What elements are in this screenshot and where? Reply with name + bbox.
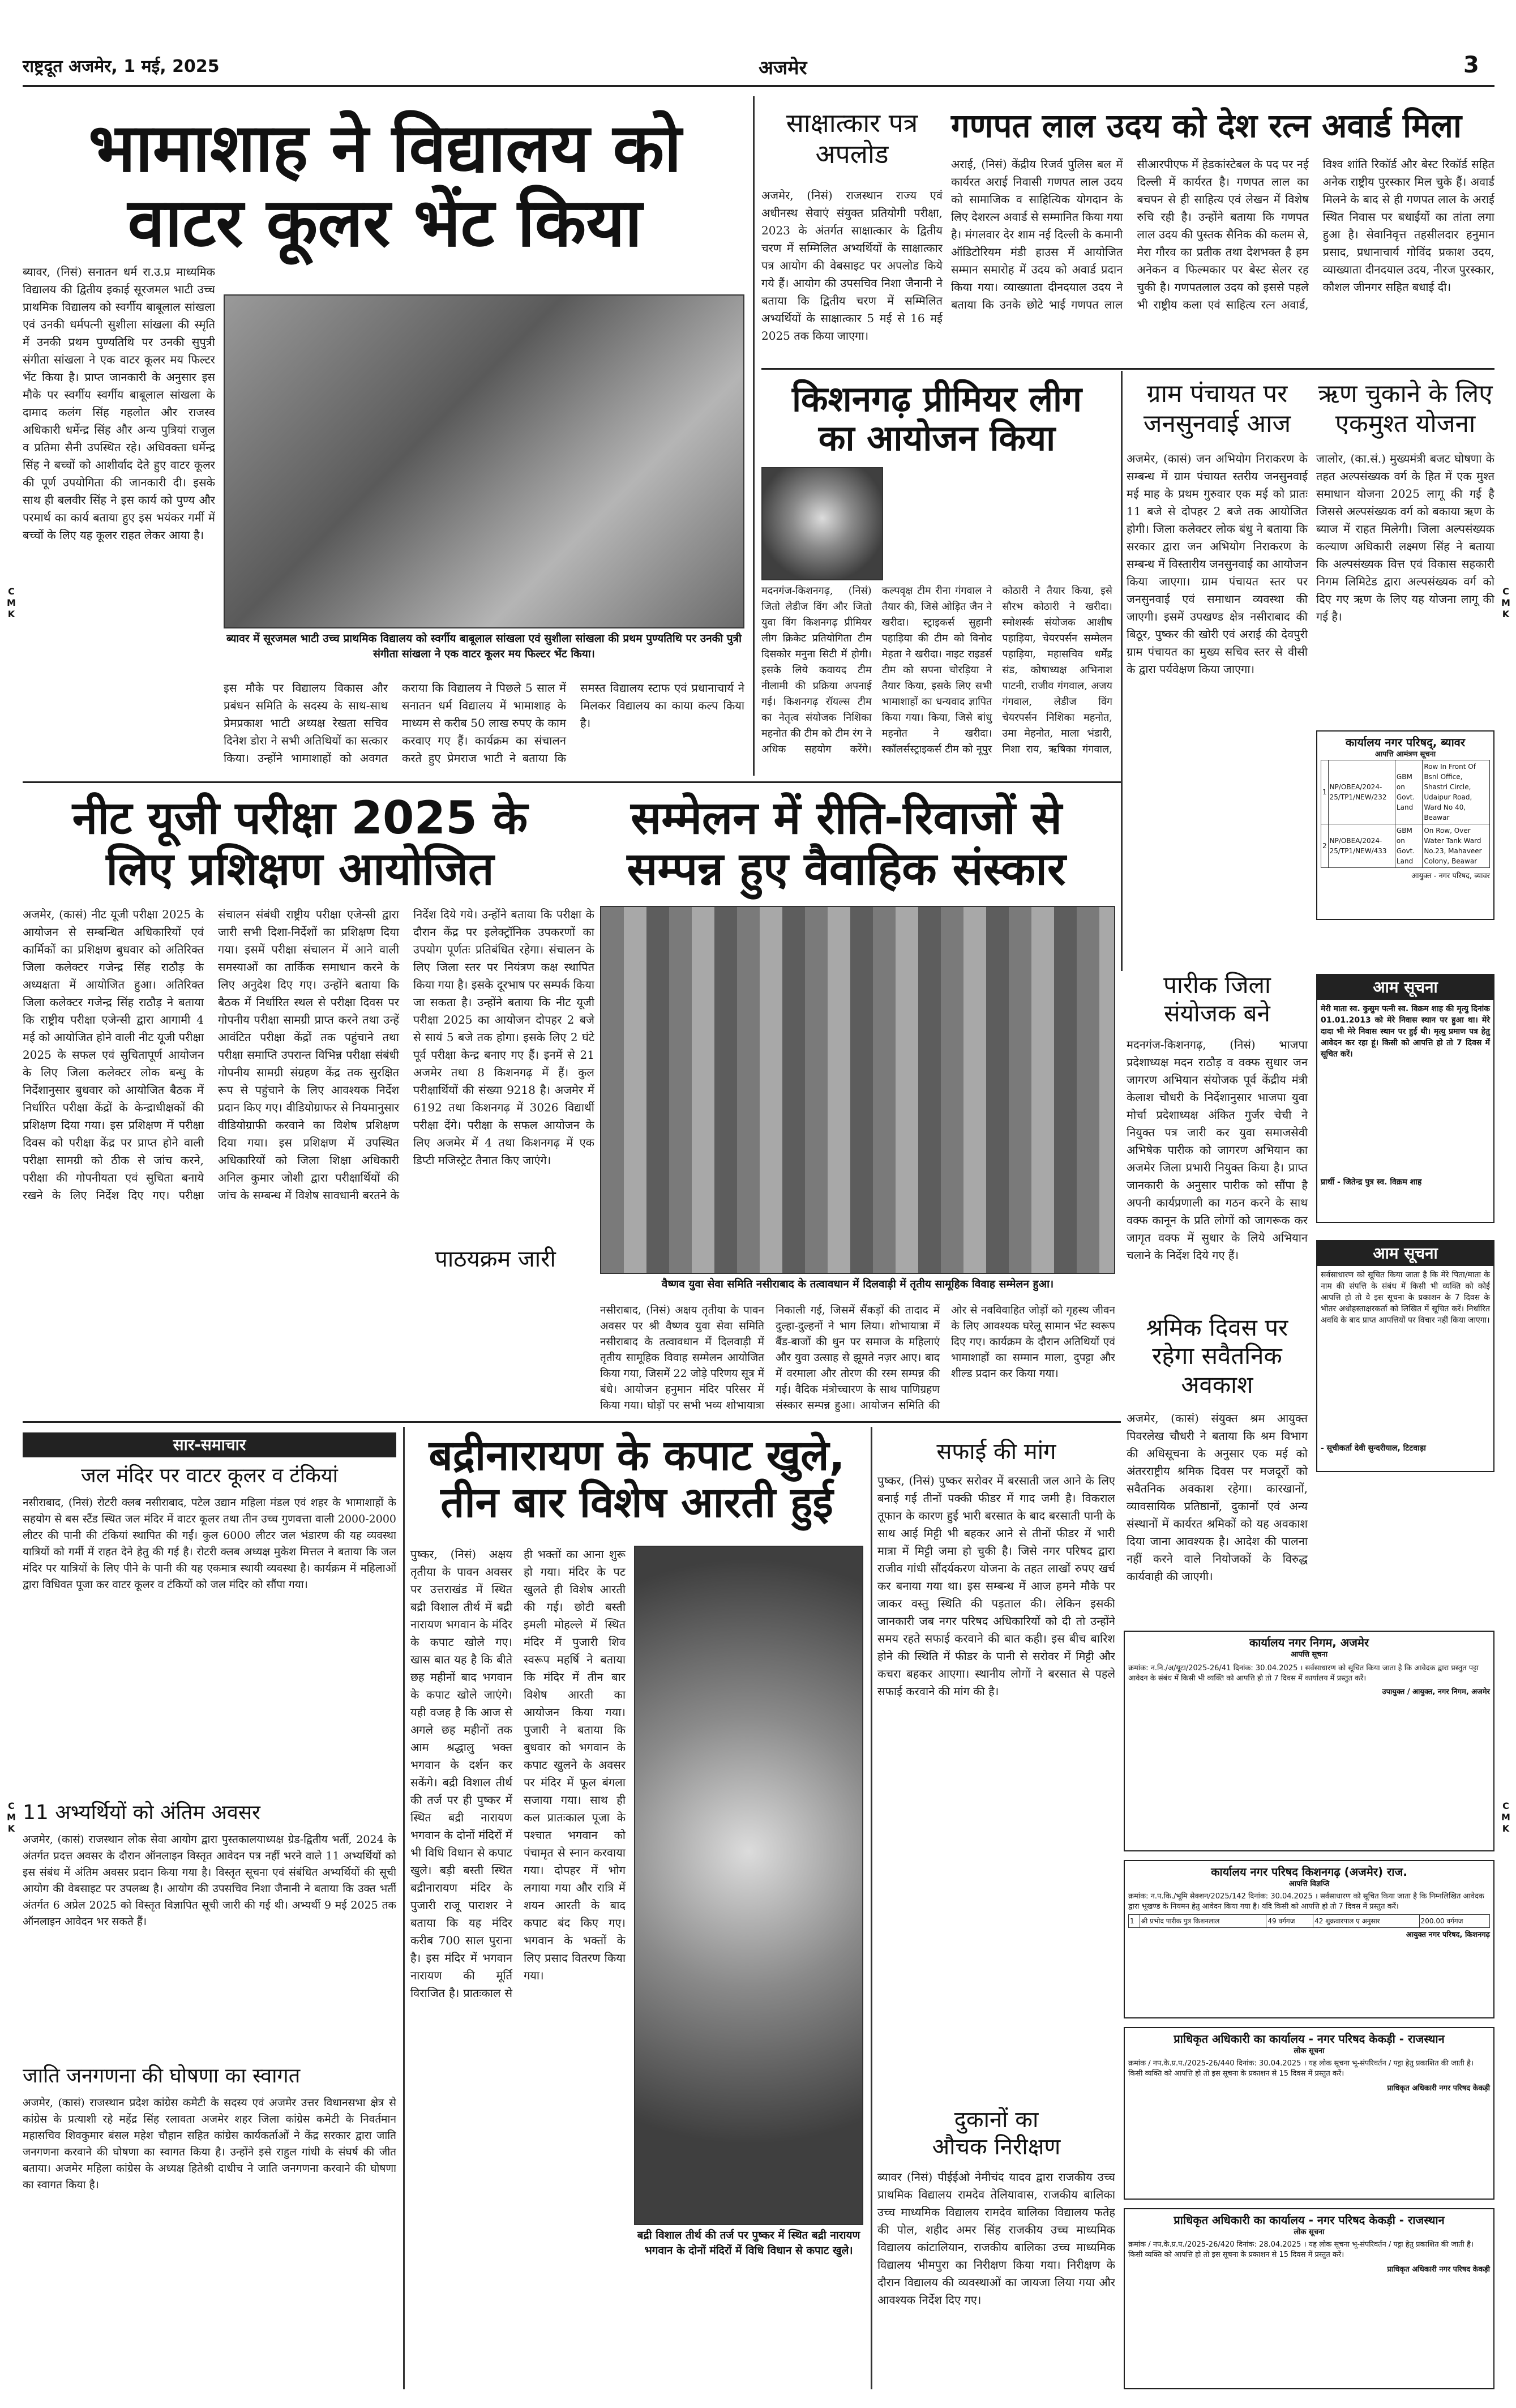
notice2-text: मेरी माता स्व. कुसुम पत्नी स्व. विक्रम शाह की मृत्यु दिनांक 01.01.2013 को मेरे निवास स्थान पर हुआ था। मेरे दादा भी मेरे निवास स्थान पर हुई थी। मृत्यु प्रमाण पत्र हेतु आवेदन कर रहा हूं। किसी को आपत्ति हो तो 7 दिवस में सूचित करें। [1321, 1004, 1490, 1059]
divider-v3 [403, 1427, 405, 2389]
story2-headline: साक्षात्कार पत्र अपलोड [786, 108, 918, 170]
story1-caption: ब्यावर में सूरजमल भाटी उच्च प्राथमिक विद्यालय को स्वर्गीय बाबूलाल सांखला एवं सुशीला सांखला की प्रथम पुण्यतिथि पर उनकी पुत्री संगीता सांखला ने एक वाटर कूलर मय फिल्टर भेंट किया। [226, 632, 742, 660]
notice7-org: प्राधिकृत अधिकारी का कार्यालय - नगर परिषद केकड़ी - राजस्थान [1174, 2213, 1445, 2227]
story14-headline: दुकानों का औचक निरीक्षण [932, 2107, 1061, 2160]
notice5-table: 1 श्री प्रभोद पारीक पुत्र किशनलाल 49 वर्गगज 42 शुक्रवारपाल ए अनुसार 200.00 वर्गगज [1128, 1914, 1490, 1928]
story8-caption: वैष्णव युवा सेवा समिति नसीराबाद के तत्वावधान में दिलवाड़ी में तृतीय सामूहिक विवाह सम्मेलन हुआ। [661, 1278, 1054, 1290]
story11-headline: श्रमिक दिवस पर रहेगा सवैतनिक अवकाश [1146, 1314, 1288, 1398]
notice5-sign: आयुक्त नगर परिषद, किशनगढ़ [1406, 1931, 1490, 1939]
notice6-org: प्राधिकृत अधिकारी का कार्यालय - नगर परिषद केकड़ी - राजस्थान [1174, 2032, 1445, 2046]
notice3-box [1316, 1240, 1494, 1472]
masthead-rule [23, 85, 1494, 87]
story9-headline: पारीक जिला संयोजक बने [1163, 971, 1271, 1028]
masthead-city: अजमेर [759, 57, 807, 79]
story3-headline: गणपत लाल उदय को देश रत्न अवार्ड मिला [951, 106, 1462, 145]
story4-photo [761, 467, 883, 580]
story6-body: जालोर, (का.सं.) मुख्यमंत्री बजट घोषणा के तहत अल्पसंख्यक वर्ग के हित में एक मुश्त समाधान योजना 2025 लागू की गई है जिससे अल्पसंख्यक वर्ग को बकाया ऋण के ब्याज में राहत मिलेगी। जिला अल्पसंख्यक कल्याण अधिकारी लक्ष्मण सिंह ने बताया कि अल्पसंख्यक वित्त एवं विकास सहकारी निगम लिमिटेड द्वारा अल्पसंख्यक वर्ग को दिए गए ऋण के लिए यह योजना लागू की गई है। [1316, 452, 1494, 623]
notice7-box [1124, 2208, 1494, 2389]
story1-headline: भामाशाह ने विद्यालय को वाटर कूलर भेंट किया [88, 109, 682, 262]
notice4-title: आपत्ति सूचना [1290, 1650, 1328, 1659]
divider-h3 [23, 1421, 1121, 1423]
divider-v4 [871, 1427, 872, 2389]
story12-caption: बद्री विशाल तीर्थ की तर्ज पर पुष्कर में स्थित बद्री नारायण भगवान के दोनों मंदिरों में विधि विधान से कपाट खुले। [637, 2229, 860, 2257]
samachar-t2: अजमेर, (कासं) राजस्थान लोक सेवा आयोग द्वारा पुस्तकालयाध्यक्ष ग्रेड-द्वितीय भर्ती, 2024 के अंतर्गत प्रदत्त अवसर के दौरान ऑनलाइन विस्तृत आवेदन पत्र नहीं भरने वाले 11 अभ्यर्थियों को इस संबंध में अंतिम अवसर प्रदान किया गया है। विस्तृत सूचना एवं संबंधित अभ्यर्थियों की सूची आयोग की वेबसाइट पर उपलब्ध है। आयोग की उपसचिव निशा जैनानी ने बताया कि उक्त भर्ती अंतर्गत 6 अप्रेल 2025 को विस्तृत विज्ञापित सूची जारी की गई थी। अभ्यर्थी 9 मई 2025 तक ऑनलाइन आवेदन भर सकते हैं। [23, 1833, 396, 1928]
story3-body: अराई, (निसं) केंद्रीय रिजर्व पुलिस बल में कार्यरत अराई निवासी गणपत लाल उदय को सामाजिक व साहित्यिक योगदान के लिए देशरत्न अवार्ड से सम्मानित किया गया है। मंगलवार देर शाम नई दिल्ली के कमानी ऑडिटोरियम मंडी हाउस में आयोजित सम्मान समारोह में उदय को अवार्ड प्रदान किया गया। व्याख्याता दीनदयाल उदय ने बताया कि उनके छोटे भाई गणपत लाल सीआरपीएफ में हेडकांस्टेबल के पद पर नई दिल्ली में कार्यरत है। गणपत लाल का बचपन से ही साहित्य एवं लेखन में विशेष रुचि रही है। उन्होंने बताया कि गणपत लाल उदय की पुस्तक सैनिक की कलम से, मेरा गौरव का प्रतीक तथा देशभक्त है हम अनेकन व फिल्मकार पर बेस्ट सेलर रह चुकी है। गणपतलाल उदय को इससे पहले भी राष्ट्रीय कला एवं साहित्य रत्न अवार्ड, विश्व शांति रिकॉर्ड और बेस्ट रिकॉर्ड सहित अनेक राष्ट्रीय पुरस्कार मिल चुके हैं। अवार्ड मिलने के बाद से ही गणपत लाल के अराई स्थित निवास पर बधाईयों का तांता लगा हुआ है। सेवानिवृत्त तहसीलदार हनुमान प्रसाद, प्रधानाचार्य गोविंद प्रकाश उदय, व्याख्याता दीनदयाल उदय, नीरज पुरस्कार, कौशल जीनगर सहित बधाई दी। [951, 157, 1494, 311]
samachar-t1: नसीराबाद, (निसं) रोटरी क्लब नसीराबाद, पटेल उद्यान महिला मंडल एवं शहर के भामाशाहों के सहयोग से बस स्टैंड स्थित जल मंदिर में वाटर कूलर तथा तीन उच्च गुणवत्ता वाली 2000-2000 लीटर की पानी की टंकियां स्थापित की गईं। कुल 6000 लीटर जल भंडारण की यह व्यवस्था यात्रियों को गर्मी में राहत देने हेतु की गई है। रोटरी क्लब अध्यक्ष मुकेश मित्तल ने बताया कि जल मंदिर पर यात्रियों के लिए पीने के पानी की यह एकमात्र स्थायी व्यवस्था है। कार्यक्रम में महिलाओं द्वारा विधिवत पूजा कर वाटर कूलर व टंकियों को जल मंदिर को सौंपा गया। [23, 1496, 396, 1591]
story1-body: इस मौके पर विद्यालय विकास और प्रबंधन समिति के सदस्य के साथ-साथ प्रेमप्रकाश भाटी अध्यक्ष रेखता सचिव दिनेश डोरा ने सभी अतिथियों का सत्कार किया। उन्होंने भामाशाहों को अवगत कराया कि विद्यालय ने पिछले 5 साल में सनातन धर्म विद्यालय में भामाशाह के माध्यम से करीब 50 लाख रुपए के काम करवाए गए हैं। कार्यक्रम का संचालन करते हुए प्रेमराज भाटी ने बताया कि समस्त विद्यालय स्टाफ एवं प्रधानाचार्य ने मिलकर विद्यालय का काया कल्प किया है। [224, 681, 744, 765]
page-number: 3 [1463, 52, 1479, 78]
story13-headline: सफाई की मांग [936, 1439, 1056, 1465]
story11-body: अजमेर, (कासं) संयुक्त श्रम आयुक्त पिवरलेख चौधरी ने बताया कि श्रम विभाग की अधिसूचना के अनुसार एक मई को अंतरराष्ट्रीय श्रमिक दिवस पर मजदूरों को सवैतनिक अवकाश रहेगा। कारखानों, व्यावसायिक प्रतिष्ठानों, दुकानों एवं अन्य संस्थानों में कार्यरत श्रमिकों को यह अवकाश दिया जाना आवश्यक है। आदेश की पालना नहीं करने वाले नियोजकों के विरुद्ध कार्यवाही की जाएगी। [1127, 1412, 1308, 1583]
divider-h2 [23, 781, 1121, 783]
story14-body: ब्यावर (निसं) पीईईओ नेमीचंद यादव द्वारा राजकीय उच्च प्राथमिक विद्यालय रामदेव तेलियावास, राजकीय बालिका उच्च माध्यमिक विद्यालय रामदेव बालिका विद्यालय फतेह की पोल, शहीद अमर सिंह राजकीय उच्च माध्यमिक विद्यालय कांटालियान, राजकीय बालिका उच्च माध्यमिक विद्यालय भीमपुरा का निरीक्षण किया गया। निरीक्षण के दौरान विद्यालय की व्यवस्थाओं का जायजा लिया गया और आवश्यक निर्देश दिए गए। [877, 2170, 1115, 2307]
divider-h1 [761, 368, 1494, 370]
notice2-sign: प्रार्थी - जितेन्द्र पुत्र स्व. विक्रम शाह [1321, 1178, 1422, 1187]
story4-body: मदनगंज-किशनगढ़, (निसं) जितो लेडीज विंग और जितो युवा विंग किशनगढ़ प्रीमियर लीग क्रिकेट प्रतियोगिता टीम दिसकोर मनुना सिटी में होगी। इसके लिये कवायद टीम नीलामी की प्रक्रिया अपनाई गई। किशनगढ़ रॉयल्स टीम का नेतृत्व संयोजक निशिका महनोत की टीम को टीम रंग ने अधिक सहयोग करेंगे। कल्पवृक्ष टीम रीना गंगवाल ने तैयार की, जिसे ओड़ित जैन ने खरीदा। स्ट्राइकर्स सुहानी पहाड़िया की टीम को विनोद मेहता ने खरीदा। नाइट राइडर्स टीम को सपना चोरड़िया ने तैयार किया, इसके लिए सभी भामाशाहों का धन्यवाद ज्ञापित किया गया। किया, जिसे बांधु महनोत ने खरीदा। स्कॉलर्सस्ट्राइकर्स टीम को नूपुर कोठारी ने तैयार किया, इसे सौरभ कोठारी ने खरीदा। स्मोशर्स्क संयोजक आशीष पहाड़िया, चेयरपर्सन सम्मेलन पहाड़िया, महासचिव धर्मेंद्र संड, कोषाध्यक्ष अभिनाश पाटनी, राजीव गंगवाल, अजय गंगवाल, लेडीज विंग चेयरपर्सन निशिका महनोत, उमा मेहनोत, माला भंडारी, निशा राय, ऋषिका गंगवाल, [761, 585, 1112, 755]
story12-headline: बद्रीनारायण के कपाट खुले, तीन बार विशेष आरती हुई [429, 1431, 845, 1527]
notice6-text: क्रमांक / नप.के.प्र.प./2025-26/440 दिनांक: 30.04.2025 । यह लोक सूचना भू-संपरिवर्तन / पट्टा हेतु प्रकाशित की जाती है। किसी व्यक्ति को आपत्ति हो तो इस सूचना के प्रकाशन से 15 दिवस में प्रस्तुत करें। [1128, 2059, 1474, 2078]
story1-photo [224, 294, 744, 628]
samachar-bar: सार-समाचार [23, 1432, 396, 1457]
samachar-h2: 11 अभ्यर्थियों को अंतिम अवसर [23, 1801, 260, 1824]
notice3-sign: - सूचीकर्ता देवी सुन्दरीयाल, टिटवाड़ा [1321, 1444, 1426, 1453]
notice2-box [1316, 974, 1494, 1223]
story8-photo [600, 906, 1115, 1274]
notice3-text: सर्वसाधारण को सूचित किया जाता है कि मेरे पिता/माता के नाम की संपत्ति के संबंध में किसी भी व्यक्ति को कोई आपत्ति हो तो वे इस सूचना के प्रकाशन के 7 दिवस के भीतर अधोहस्ताक्षरकर्ता को लिखित में सूचित करें। निर्धारित अवधि के बाद प्राप्त आपत्तियों पर विचार नहीं किया जाएगा। [1321, 1271, 1490, 1325]
story5-headline: ग्राम पंचायत पर जनसुनवाई आज [1143, 379, 1291, 438]
notice5-text: क्रमांक: न.प.कि./भूमि सेक्शन/2025/142 दिनांक: 30.04.2025 । सर्वसाधारण को सूचित किया जाता है कि निम्नलिखित आवेदक द्वारा भूखण्ड के नियमन हेतु आवेदन किया गया है। यदि किसी को आपत्ति हो तो 7 दिवस में प्रस्तुत करें। [1128, 1892, 1484, 1911]
notice6-title: लोक सूचना [1294, 2047, 1325, 2055]
margin-mark-left: C M K [7, 586, 16, 619]
divider-v1 [753, 96, 755, 776]
notice7-title: लोक सूचना [1294, 2228, 1325, 2236]
samachar-h1: जल मंदिर पर वाटर कूलर व टंकियां [81, 1464, 338, 1487]
story6-headline: ऋण चुकाने के लिए एकमुश्त योजना [1318, 379, 1493, 438]
margin-mark-left-2: C M K [7, 1800, 16, 1834]
story7-headline: नीट यूजी परीक्षा 2025 के लिए प्रशिक्षण आयोजित [72, 792, 528, 895]
story12-body: पुष्कर, (निसं) अक्षय तृतीया के पावन अवसर पर उत्तराखंड में स्थित बद्री विशाल तीर्थ में बद्री नारायण भगवान के मंदिर के कपाट खोले गए। खास बात यह है कि बीते छह महीनों बाद भगवान के कपाट खोले जाएंगे। यही वजह है कि आज से अगले छह महीनों तक आम श्रद्धालु भक्त भगवान के दर्शन कर सकेंगे। बद्री विशाल तीर्थ की तर्ज पर ही पुष्कर में स्थित बद्री नारायण भगवान के दोनों मंदिरों में भी विधि विधान से कपाट खुले। बड़ी बस्ती स्थित बद्रीनारायण मंदिर के पुजारी राजू पाराशर ने बताया कि यह मंदिर करीब 700 साल पुराना है। इस मंदिर में भगवान नारायण की मूर्ति विराजित है। प्रातःकाल से ही भक्तों का आना शुरू हो गया। मंदिर के पट खुलते ही विशेष आरती की गई। छोटी बस्ती इमली मोहल्ले में स्थित मंदिर में पुजारी शिव स्वरूप महर्षि ने बताया कि मंदिर में तीन बार विशेष आरती का आयोजन किया गया। पुजारी ने बताया कि बुधवार को भगवान के कपाट खुलने के अवसर पर मंदिर में फूल बंगला सजाया गया। साथ ही कल प्रातःकाल पूजा के पश्चात भगवान को पंचामृत से स्नान करवाया गया। दोपहर में भोग लगाया गया और रात्रि में शयन आरती के बाद कपाट बंद किए गए। भगवान के भक्तों के लिए प्रसाद वितरण किया गया। [410, 1547, 626, 2000]
notice2-title: आम सूचना [1317, 975, 1493, 1000]
notice4-box [1124, 1631, 1494, 1851]
notice4-org: कार्यालय नगर निगम, अजमेर [1249, 1636, 1369, 1649]
notice6-box [1124, 2027, 1494, 2200]
story8-headline: सम्मेलन में रीति-रिवाजों से सम्पन्न हुए वैवाहिक संस्कार [627, 792, 1066, 895]
story1-intro: ब्यावर, (निसं) सनातन धर्म रा.उ.प्र माध्यमिक विद्यालय की द्वितीय इकाई सूरजमल भाटी उच्च प्राथमिक विद्यालय को स्वर्गीय बाबूलाल सांखला एवं उनकी धर्मपत्नी सुशीला सांखला की स्मृति में उनकी प्रथम पुण्यतिथि पर उनकी सुपुत्री संगीता सांखला ने एक वाटर कूलर मय फिल्टर भेंट किया है। प्राप्त जानकारी के अनुसार इस मौके पर स्वर्गीय स्वर्गीय बाबूलाल सांखला के दामाद कलंग सिंह गहलोत और राजस्व अधिकारी धर्मेन्द्र सिंह और अन्य पुत्रियां राजुल व प्रतिमा सैनी उपस्थित रहे। अधिवक्ता धर्मेन्द्र सिंह ने बच्चों को आशीर्वाद देते हुए वाटर कूलर की पूर्ण उपयोगिता की जानकारी दी। इसके साथ ही बलवीर सिंह ने इस कार्य को पुण्य और परमार्थ का कार्य बताया हुए इस भयंकर गर्मी में बच्चों के लिए यह कूलर राहत लेकर आया है। [23, 265, 215, 542]
story2-body: अजमेर, (निसं) राजस्थान राज्य एवं अधीनस्थ सेवाएं संयुक्त प्रतियोगी परीक्षा, 2023 के अंतर्गत साक्षात्कार के द्वितीय चरण में सम्मिलित अभ्यर्थियों के साक्षात्कार पत्र आयोग की वेबसाइट पर अपलोड किये गये हैं। आयोग की उपसचिव निशा जैनानी ने बताया कि द्वितीय चरण में सम्मिलित अभ्यर्थियों के साक्षात्कार 5 मई से 16 मई 2025 तक किया जाएगा। [761, 189, 943, 343]
notice1-table: 1 NP/OBEA/2024-25/TP1/NEW/232 GBM on Govt. Land Row In Front Of Bsnl Office, Shastri Circle, Udaipur Road, Ward No 40, Beawar 2 NP/OBEA/2024-25/TP1/NEW/433 GBM on Govt. Land On Row, Over Water Tank Ward No.23, Mahaveer Colony, Beawar [1321, 760, 1490, 868]
samachar-h3: जाति जनगणना की घोषणा का स्वागत [23, 2064, 301, 2088]
notice3-title: आम सूचना [1317, 1241, 1493, 1266]
divider-v2 [1121, 371, 1123, 971]
notice5-box [1124, 1860, 1494, 2018]
notice1-org: कार्यालय नगर परिषद्, ब्यावर [1345, 735, 1466, 749]
story12-photo [634, 1546, 863, 2225]
story10-headline: पाठयक्रम जारी [435, 1246, 556, 1272]
notice6-sign: प्राधिकृत अधिकारी नगर परिषद केकड़ी [1387, 2084, 1490, 2093]
margin-mark-right: C M K [1501, 586, 1510, 619]
story9-body: मदनगंज-किशनगढ़, (निसं) भाजपा प्रदेशाध्यक्ष मदन राठौड़ व वक्फ सुधार जन जागरण अभियान संयोजक पूर्व केंद्रीय मंत्री केलाश चौधरी के निर्देशानुसार भाजपा युवा मोर्चा प्रदेशाध्यक्ष अंकित गुर्जर चेची ने नियुक्त पत्र जारी कर युवा समाजसेवी अभिषेक पारीक को जागरण अभियान का अजमेर जिला प्रभारी नियुक्त किया है। प्राप्त जानकारी के अनुसार पारीक को सौंपा है अपनी कार्यप्रणाली का गठन करने के साथ वक्फ कानून के प्रति लोगों को जागरूक कर जागृत वक्फ में सुधार के लिये अभियान चलाने के निर्देश दिये गए हैं। [1127, 1038, 1308, 1262]
story7-body: अजमेर, (कासं) नीट यूजी परीक्षा 2025 के आयोजन से सम्बन्धित अधिकारियों एवं कार्मिकों का प्रशिक्षण बुधवार को अतिरिक्त जिला कलेक्टर गजेन्द्र सिंह राठौड़ के अध्यक्षता में आयोजित हुआ। अतिरिक्त जिला कलेक्टर गजेन्द्र सिंह राठौड़ ने बताया कि राष्ट्रीय परीक्षा एजेन्सी द्वारा आगामी 4 मई को आयोजित होने वाली नीट यूजी परीक्षा 2025 के सफल एवं सुचितापूर्ण आयोजन के लिए जिला कलेक्टर लोक बन्धु के निर्देशानुसार बुधवार को आयोजित बैठक में निर्धारित परीक्षा केंद्रों के केन्द्राधीक्षकों की प्रशिक्षण दिया गया। इस प्रशिक्षण में परीक्षा दिवस को परीक्षा केंद्र पर प्राप्त होने वाली परीक्षा सामग्री को ठीक से जांच करने, परीक्षा की गोपनीयता एवं सुचिता बनाये रखने के लिए निर्देश दिए गए। परीक्षा संचालन संबंधी राष्ट्रीय परीक्षा एजेन्सी द्वारा जारी सभी दिशा-निर्देशों का प्रशिक्षण दिया गया। इसमें परीक्षा संचालन में आने वाली समस्याओं का तार्किक समाधान करने के लिए अनुदेश दिए गए। उन्होंने बताया कि बैठक में निर्धारित स्थल से परीक्षा दिवस पर गोपनीय परीक्षा सामग्री प्राप्त करने तथा उन्हें आवंटित परीक्षा केंद्रों तक पहुंचाने तथा परीक्षा समाप्ति उपरान्त विभिन्न परीक्षा संबंधी गोपनीय सामग्री संग्रहण केंद्र तक सुरक्षित रूप से पहुंचाने के लिए आवश्यक निर्देश प्रदान किए गए। वीडियोग्राफर से नियमानुसार वीडियोग्राफी करवाने का विशेष प्रशिक्षण दिया गया। इस प्रशिक्षण में उपस्थित अधिकारियों को जिला शिक्षा अधिकारी अनिल कुमार जोशी द्वारा परीक्षार्थियों की जांच के सम्बन्ध में विशेष सावधानी बरतने के निर्देश दिये गये। उन्होंने बताया कि परीक्षा के दौरान केंद्र पर इलेक्ट्रॉनिक उपकरणों का उपयोग पूर्णतः प्रतिबंधित रहेगा। संचालन के लिए जिला स्तर पर नियंत्रण कक्ष स्थापित किया गया है। इसके दूरभाष पर सम्पर्क किया जा सकता है। उन्होंने बताया कि नीट यूजी परीक्षा 2025 का आयोजन दोपहर 2 बजे से सायं 5 बजे तक होगा। इसके लिए 2 घंटे पूर्व परीक्षा केन्द्र बनाए गए हैं। इनमें से 21 अजमेर तथा 8 किशनगढ़ में हैं। कुल परीक्षार्थियों की संख्या 9218 है। अजमेर में 6192 तथा किशनगढ़ में 3026 विद्यार्थी परीक्षा देंगे। परीक्षा के सफल आयोजन के लिए अजमेर में 4 तथा किशनगढ़ में एक डिप्टी मजिस्ट्रेट तैनात किए जाएंगे। [23, 908, 594, 1202]
masthead-date: राष्ट्रदूत अजमेर, 1 मई, 2025 [23, 57, 220, 76]
notice1-title: आपत्ति आमंत्रण सूचना [1374, 750, 1436, 759]
story8-body: नसीराबाद, (निसं) अक्षय तृतीया के पावन अवसर पर श्री वैष्णव युवा सेवा समिति नसीराबाद के तत्वावधान में दिलवाड़ी में तृतीय सामूहिक विवाह सम्मेलन आयोजित किया गया, जिसमें 22 जोड़े परिणय सूत्र में बंधे। आयोजन हनुमान मंदिर परिसर में किया गया। घोड़ों पर सभी भव्य शोभायात्रा निकाली गई, जिसमें सैंकड़ों की तादाद में दुल्हा-दुल्हनों ने भाग लिया। शोभायात्रा में बैंड-बाजों की धुन पर समाज के महिलाएं और युवा उत्साह से झूमते नज़र आए। बाद में वरमाला और तोरण की रस्म सम्पन्न की गई। वैदिक मंत्रोच्चारण के साथ पाणिग्रहण संस्कार सम्पन्न हुआ। आयोजन समिति की ओर से नवविवाहित जोड़ों को गृहस्थ जीवन के लिए आवश्यक घरेलू सामान भेंट स्वरूप दिए गए। कार्यक्रम के दौरान अतिथियों एवं भामाशाहों का सम्मान माला, दुपट्टा और शील्ड प्रदान कर किया गया। [600, 1304, 1115, 1412]
notice7-text: क्रमांक / नप.के.प्र.प./2025-26/420 दिनांक: 28.04.2025 । यह लोक सूचना भू-संपरिवर्तन / पट्टा हेतु प्रकाशित की जाती है। किसी व्यक्ति को आपत्ति हो तो इस सूचना के प्रकाशन से 15 दिवस में प्रस्तुत करें। [1128, 2240, 1474, 2259]
story13-body: पुष्कर, (निसं) पुष्कर सरोवर में बरसाती जल आने के लिए बनाई गई तीनों पक्की फीडर में गाद जमी है। विकराल तूफान के कारण हुई भारी बरसात के बाद बरसाती पानी के साथ आई मिट्टी भी बहकर आने से तीनों फीडर में भारी मात्रा में मिट्टी जमा हो चुकी है। जिसे नगर परिषद द्वारा राजीव गांधी सौंदर्यकरण योजना के तहत लाखों रुपए खर्च कर बनाया गया था। इस सम्बन्ध में आज हमने मौके पर जाकर वस्तु स्थिति की पड़ताल की। लेकिन इसकी जानकारी जब नगर परिषद अधिकारियों को दी तो उन्होंने समय रहते सफाई करवाने की बात कही। इस बीच बारिश होने की स्थिति में फीडर के पानी से सरोवर में मिट्टी और कचरा बहकर आएगा। स्थानीय लोगों ने बरसात से पहले सफाई करवाने की मांग की है। [877, 1474, 1115, 1698]
notice7-sign: प्राधिकृत अधिकारी नगर परिषद केकड़ी [1387, 2265, 1490, 2274]
notice1-footer: आयुक्त - नगर परिषद, ब्यावर [1411, 872, 1490, 880]
notice4-sign: उपायुक्त / आयुक्त, नगर निगम, अजमेर [1382, 1688, 1490, 1696]
story4-headline: किशनगढ़ प्रीमियर लीग का आयोजन किया [791, 378, 1082, 459]
notice5-org: कार्यालय नगर परिषद किशनगढ़ (अजमेर) राज. [1211, 1865, 1407, 1879]
samachar-t3: अजमेर, (कासं) राजस्थान प्रदेश कांग्रेस कमेटी के सदस्य एवं अजमेर उत्तर विधानसभा क्षेत्र से कांग्रेस के प्रत्याशी रहे महेंद्र सिंह रलावता अजमेर शहर जिला कांग्रेस कमेटी के निवर्तमान महासचिव शिवकुमार बंसल महेश चौहान सहित कांग्रेस कार्यकर्ताओं ने केंद्र सरकार द्वारा जाति जनगणना करवाने की घोषणा का स्वागत किया है। उन्होंने इसे राहुल गांधी के संघर्ष की जीत बताया। अजमेर महिला कांग्रेस के अध्यक्ष हितेश्री दाधीच ने जाति जनगणना करवाने की घोषणा का स्वागत किया है। [23, 2097, 396, 2191]
margin-mark-right-2: C M K [1501, 1800, 1510, 1834]
notice4-text: क्रमांक: न.नि./अ/यूटा/2025-26/41 दिनांक: 30.04.2025 । सर्वसाधारण को सूचित किया जाता है कि आवेदक द्वारा प्रस्तुत पट्टा आवेदन के संबंध में किसी भी व्यक्ति को आपत्ति हो तो 7 दिवस में कार्यालय में प्रस्तुत करें। [1128, 1664, 1479, 1683]
notice5-title: आपत्ति विज्ञप्ति [1288, 1880, 1330, 1888]
story5-body: अजमेर, (कासं) जन अभियोग निराकरण के सम्बन्ध में ग्राम पंचायत स्तरीय जनसुनवाई मई माह के प्रथम गुरुवार एक मई को प्रातः 11 बजे से दोपहर 2 बजे तक आयोजित होगी। जिला कलेक्टर लोक बंधु ने बताया कि सरकार द्वारा जन अभियोग निराकरण के सम्बन्ध में विस्तारीय जनसुनवाई का आयोजन किया जाएगा। ग्राम पंचायत स्तर पर जनसुनवाई एवं समाधान व्यवस्था की जाएगी। इसमें उपखण्ड क्षेत्र नसीराबाद की बिठूर, पुष्कर की खोरी एवं अराई की देवपुरी ग्राम पंचायत का मुख्य सचिव स्तर से वीसी के द्वारा पर्यवेक्षण किया जाएगा। [1127, 452, 1308, 676]
notice-objection-beawar [1316, 730, 1494, 920]
